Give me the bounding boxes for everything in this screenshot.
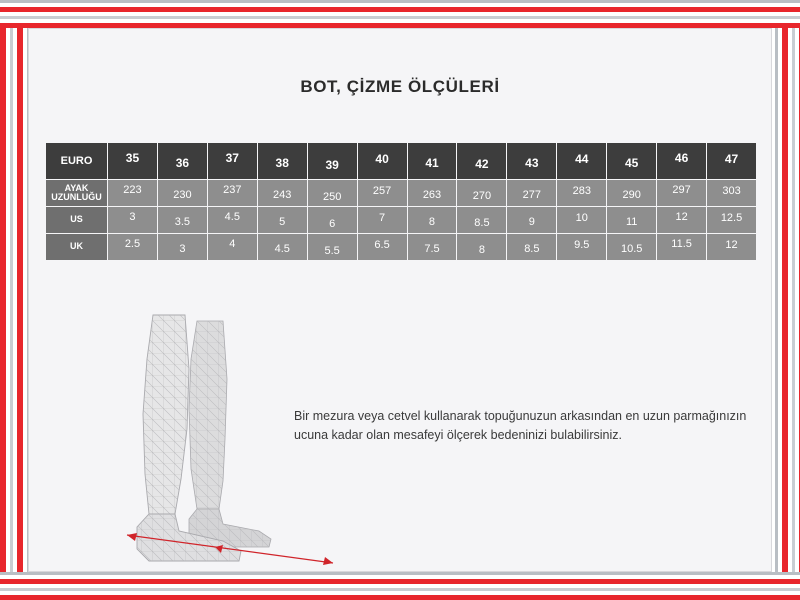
cell-uk-42: 8: [457, 234, 507, 261]
row-label-uk: [46, 234, 108, 261]
cell-foot-length-47: 303: [707, 180, 757, 207]
row-label-foot-length: [46, 180, 108, 207]
cell-uk-47: 12: [707, 234, 757, 261]
cell-foot-length-44: 283: [557, 180, 607, 207]
cell-us-37: 4.5: [207, 207, 257, 234]
cell-foot-length-40: 257: [357, 180, 407, 207]
header-size-47: 47: [707, 143, 757, 180]
poster-content: [29, 29, 771, 571]
table-body: [46, 180, 757, 261]
cell-foot-length-36: 230: [157, 180, 207, 207]
cell-uk-45: 10.5: [607, 234, 657, 261]
cell-uk-43: 8.5: [507, 234, 557, 261]
header-size-39: 39: [307, 143, 357, 180]
header-size-36: 36: [157, 143, 207, 180]
header-size-38: 38: [257, 143, 307, 180]
header-size-37: 37: [207, 143, 257, 180]
poster-inner-panel: [28, 28, 772, 572]
header-size-41: 41: [407, 143, 457, 180]
cell-us-39: 6: [307, 207, 357, 234]
cell-foot-length-43: 277: [507, 180, 557, 207]
cell-us-38: 5: [257, 207, 307, 234]
header-size-42: 42: [457, 143, 507, 180]
row-label-line1: AYAK: [64, 182, 89, 193]
page-title: BOT, ÇİZME ÖLÇÜLERİ: [300, 77, 500, 96]
cell-uk-37: 4: [207, 234, 257, 261]
measurement-instructions: Bir mezura veya cetvel kullanarak topuğunuzun arkasından en uzun parmağınızın ucuna kadar olan mesafeyi ölçerek bedeninizi bulabilirsiniz.: [294, 409, 747, 443]
header-size-46: 46: [657, 143, 707, 180]
header-size-40: 40: [357, 143, 407, 180]
table-row-us: [46, 207, 757, 234]
cell-foot-length-45: 290: [607, 180, 657, 207]
cell-us-40: 7: [357, 207, 407, 234]
table-header-row: [46, 143, 757, 180]
header-size-45: 45: [607, 143, 657, 180]
cell-foot-length-46: 297: [657, 180, 707, 207]
decorative-border-top: [0, 0, 800, 28]
cell-us-41: 8: [407, 207, 457, 234]
cell-foot-length-38: 243: [257, 180, 307, 207]
row-label-line1: US: [70, 214, 83, 225]
header-size-35: 35: [108, 143, 158, 180]
table-header: [46, 143, 757, 180]
header-label-euro: EURO: [46, 143, 108, 180]
row-label-us: [46, 207, 108, 234]
table-row-uk: [46, 234, 757, 261]
header-size-44: 44: [557, 143, 607, 180]
back-leg: [189, 321, 227, 509]
header-size-43: 43: [507, 143, 557, 180]
cell-uk-39: 5.5: [307, 234, 357, 261]
cell-foot-length-37: 237: [207, 180, 257, 207]
cell-foot-length-42: 270: [457, 180, 507, 207]
cell-us-43: 9: [507, 207, 557, 234]
cell-us-45: 11: [607, 207, 657, 234]
cell-foot-length-41: 263: [407, 180, 457, 207]
cell-uk-35: 2.5: [108, 234, 158, 261]
cell-us-44: 10: [557, 207, 607, 234]
cell-uk-40: 6.5: [357, 234, 407, 261]
cell-foot-length-35: 223: [108, 180, 158, 207]
row-label-line2: UZUNLUĞU: [51, 192, 102, 202]
cell-us-36: 3.5: [157, 207, 207, 234]
cell-uk-36: 3: [157, 234, 207, 261]
table-row-foot-length: [46, 180, 757, 207]
decorative-border-bottom: [0, 572, 800, 600]
front-leg: [143, 315, 189, 514]
cell-us-42: 8.5: [457, 207, 507, 234]
cell-uk-38: 4.5: [257, 234, 307, 261]
cell-foot-length-39: 250: [307, 180, 357, 207]
size-chart-table: [45, 142, 757, 261]
cell-us-35: 3: [108, 207, 158, 234]
cell-us-47: 12.5: [707, 207, 757, 234]
cell-us-46: 12: [657, 207, 707, 234]
cell-uk-41: 7.5: [407, 234, 457, 261]
cell-uk-46: 11.5: [657, 234, 707, 261]
cell-uk-44: 9.5: [557, 234, 607, 261]
row-label-line1: UK: [70, 241, 83, 252]
